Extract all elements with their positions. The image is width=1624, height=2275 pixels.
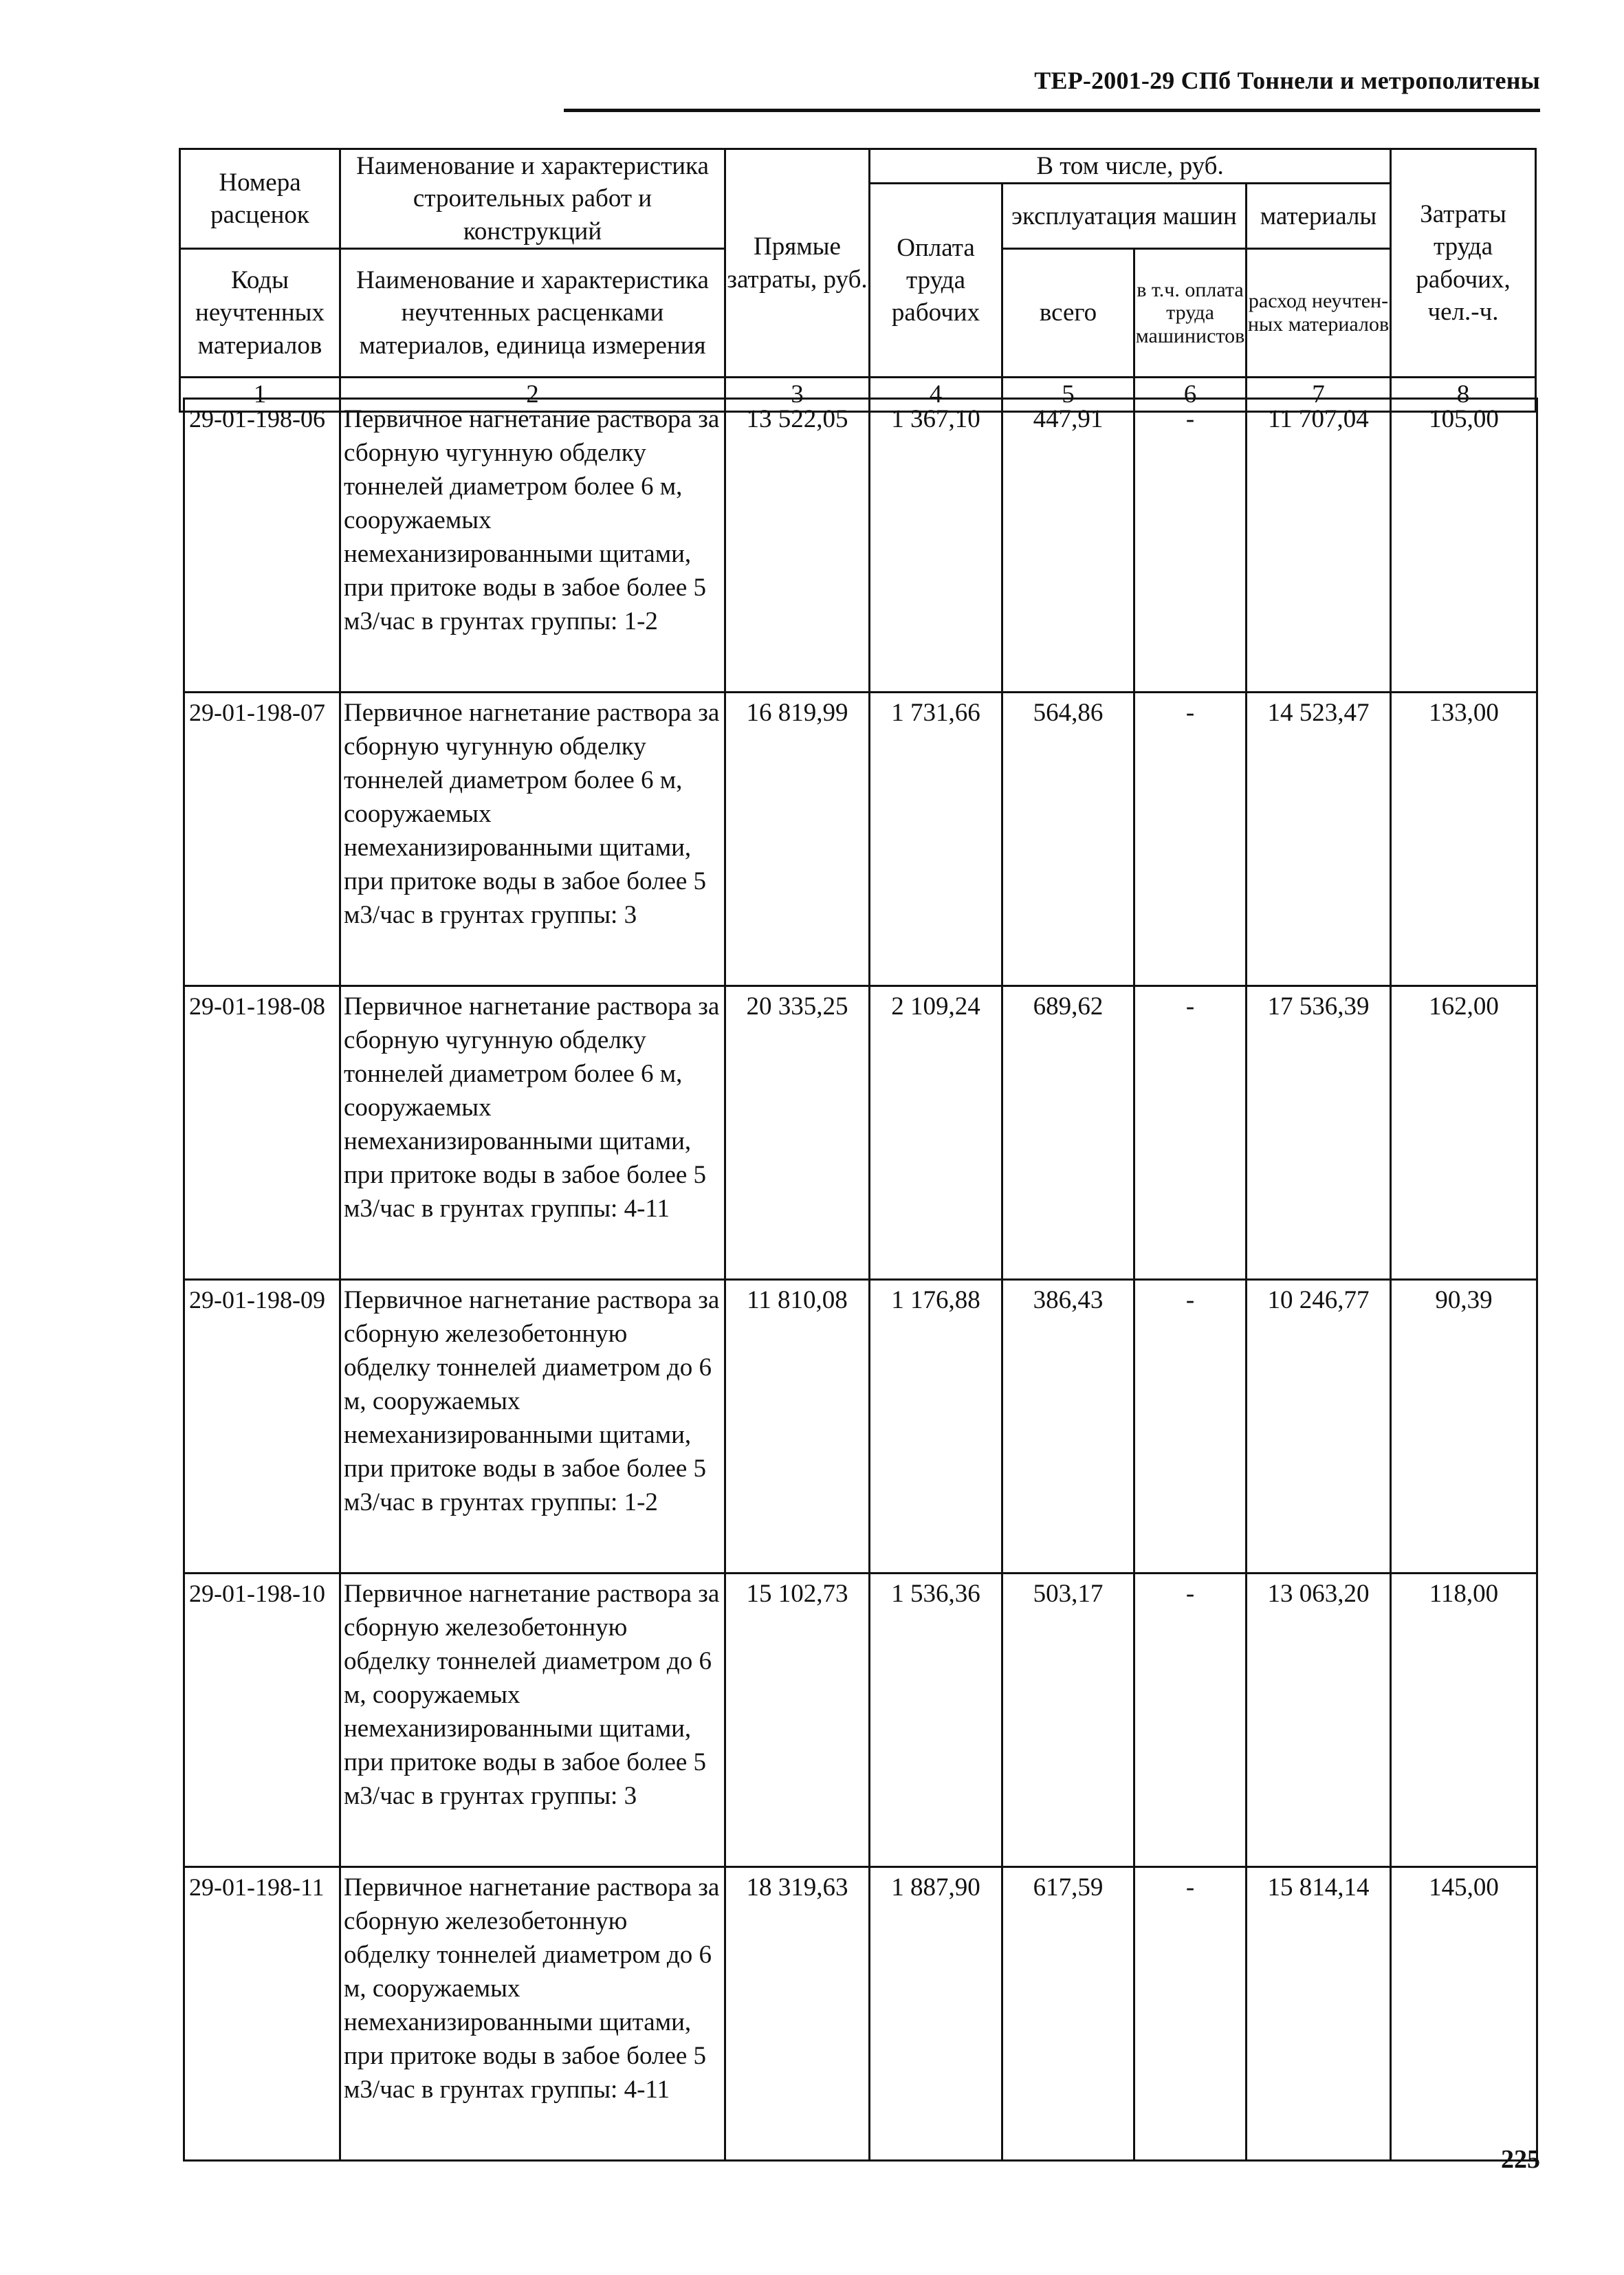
direct-costs-value: 18 319,63 <box>725 1867 870 2161</box>
machinist-pay-value: - <box>1134 1574 1247 1867</box>
rate-description: Первичное нагнетание раствора за сборную чугунную обделку тоннелей диаметром более 6 м, сооружаемых немеханизированными щитами, при притоке воды в забое более 5 м3/час в грунтах группы: 4-11 <box>344 992 720 1223</box>
labor-pay-value: 1 367,10 <box>870 399 1002 693</box>
machines-total-value: 617,59 <box>1002 1867 1134 2161</box>
machinist-pay-value: - <box>1134 1280 1247 1574</box>
materials-value: 15 814,14 <box>1247 1867 1391 2161</box>
header-including: В том числе, руб. <box>870 149 1391 184</box>
table-row <box>184 399 1537 693</box>
labor-pay-value: 1 887,90 <box>870 1867 1002 2161</box>
machinist-pay-value: - <box>1134 1867 1247 2161</box>
rate-code: 29-01-198-08 <box>184 986 340 1280</box>
rate-code: 29-01-198-07 <box>184 693 340 986</box>
table-row <box>184 693 1537 986</box>
table-row <box>184 1574 1537 1867</box>
labor-hours-value: 105,00 <box>1391 399 1537 693</box>
rate-code: 29-01-198-06 <box>184 399 340 693</box>
rate-description: Первичное нагнетание раствора за сборную железобетонную обделку тоннелей диаметром до 6 м, сооружаемых немеханизированными щитами, при притоке воды в забое более 5 м3/час в грунтах группы: 4-11 <box>344 1873 720 2104</box>
header-machine-operation: эксплуатация машин <box>1002 184 1247 249</box>
column-number: 5 <box>1002 378 1134 412</box>
labor-pay-value: 1 536,36 <box>870 1574 1002 1867</box>
machines-total-value: 447,91 <box>1002 399 1134 693</box>
labor-pay-value: 1 731,66 <box>870 693 1002 986</box>
direct-costs-value: 20 335,25 <box>725 986 870 1280</box>
rate-description: Первичное нагнетание раствора за сборную чугунную обделку тоннелей диаметром более 6 м, сооружаемых немеханизированными щитами, при притоке воды в забое более 5 м3/час в грунтах группы: 1-2 <box>344 405 720 635</box>
labor-hours-value: 90,39 <box>1391 1280 1537 1574</box>
materials-value: 11 707,04 <box>1247 399 1391 693</box>
labor-hours-value: 145,00 <box>1391 1867 1537 2161</box>
table-header <box>179 148 1537 413</box>
column-number: 1 <box>180 378 340 412</box>
direct-costs-value: 13 522,05 <box>725 399 870 693</box>
machines-total-value: 503,17 <box>1002 1574 1134 1867</box>
labor-hours-value: 162,00 <box>1391 986 1537 1280</box>
rate-code: 29-01-198-10 <box>184 1574 340 1867</box>
labor-pay-value: 1 176,88 <box>870 1280 1002 1574</box>
labor-pay-value: 2 109,24 <box>870 986 1002 1280</box>
materials-value: 13 063,20 <box>1247 1574 1391 1867</box>
rate-code: 29-01-198-11 <box>184 1867 340 2161</box>
materials-value: 10 246,77 <box>1247 1280 1391 1574</box>
column-number: 4 <box>870 378 1002 412</box>
column-number: 7 <box>1247 378 1391 412</box>
labor-hours-value: 118,00 <box>1391 1574 1537 1867</box>
machines-total-value: 689,62 <box>1002 986 1134 1280</box>
direct-costs-value: 16 819,99 <box>725 693 870 986</box>
running-header: ТЕР-2001-29 СПб Тоннели и метрополитены <box>1034 67 1540 94</box>
rates-table <box>183 398 1538 2162</box>
column-number: 6 <box>1134 378 1247 412</box>
column-number: 2 <box>340 378 725 412</box>
header-rates-numbers: Номера расценок <box>180 149 340 249</box>
materials-value: 17 536,39 <box>1247 986 1391 1280</box>
machinist-pay-value: - <box>1134 986 1247 1280</box>
table-row <box>184 1867 1537 2161</box>
page-number: 225 <box>1501 2145 1540 2174</box>
header-materials: материалы <box>1247 184 1391 249</box>
machines-total-value: 564,86 <box>1002 693 1134 986</box>
rate-description: Первичное нагнетание раствора за сборную железобетонную обделку тоннелей диаметром до 6 м, сооружаемых немеханизированными щитами, при притоке воды в забое более 5 м3/час в грунтах группы: 3 <box>344 1580 720 1810</box>
direct-costs-value: 15 102,73 <box>725 1574 870 1867</box>
materials-value: 14 523,47 <box>1247 693 1391 986</box>
header-labor-pay: Оплата труда рабочих <box>870 184 1002 378</box>
rate-description: Первичное нагнетание раствора за сборную железобетонную обделку тоннелей диаметром до 6 м, сооружаемых немеханизированными щитами, при притоке воды в забое более 5 м3/час в грунтах группы: 1-2 <box>344 1286 720 1516</box>
header-labor-costs: Затраты труда рабочих, чел.-ч. <box>1391 149 1536 378</box>
table-row <box>184 1280 1537 1574</box>
header-work-name: Наименование и характеристика строительных работ и конструкций <box>340 149 725 249</box>
header-unaccounted-name: Наименование и характеристика неучтенных расценками материалов, единица измерения <box>340 249 725 378</box>
header-direct-costs: Прямые затраты, руб. <box>725 149 870 378</box>
column-number: 8 <box>1391 378 1536 412</box>
table-row <box>184 986 1537 1280</box>
header-unaccounted-materials: расход неучтен-ных материалов <box>1247 249 1391 378</box>
rate-description: Первичное нагнетание раствора за сборную чугунную обделку тоннелей диаметром более 6 м, сооружаемых немеханизированными щитами, при притоке воды в забое более 5 м3/час в грунтах группы: 3 <box>344 699 720 929</box>
rate-code: 29-01-198-09 <box>184 1280 340 1574</box>
machines-total-value: 386,43 <box>1002 1280 1134 1574</box>
header-unaccounted-codes: Коды неучтенных материалов <box>180 249 340 378</box>
column-number: 3 <box>725 378 870 412</box>
machinist-pay-value: - <box>1134 399 1247 693</box>
header-machines-total: всего <box>1002 249 1134 378</box>
direct-costs-value: 11 810,08 <box>725 1280 870 1574</box>
header-rule <box>564 109 1540 112</box>
machinist-pay-value: - <box>1134 693 1247 986</box>
header-machinist-pay: в т.ч. оплата труда машинистов <box>1134 249 1247 378</box>
labor-hours-value: 133,00 <box>1391 693 1537 986</box>
